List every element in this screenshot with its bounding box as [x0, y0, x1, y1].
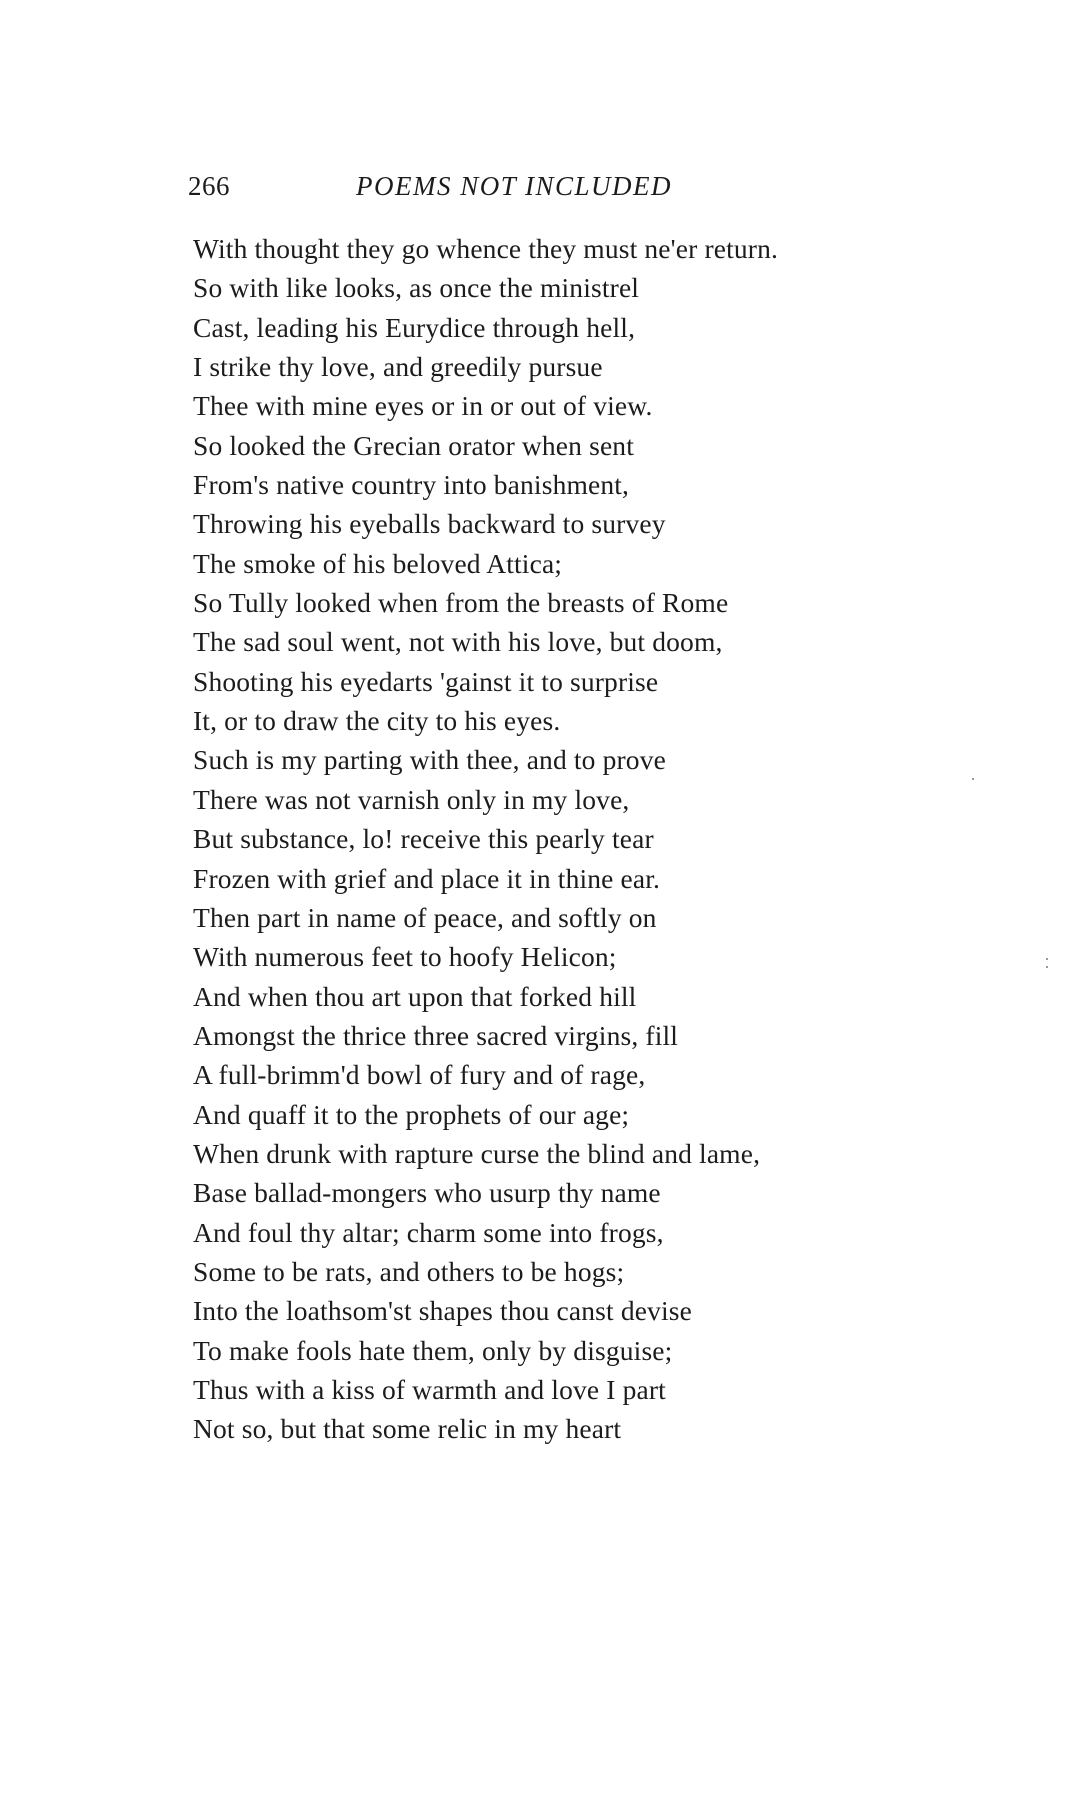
- poem-line: With numerous feet to hoofy Helicon;: [193, 941, 617, 973]
- poem-line: And when thou art upon that forked hill: [193, 980, 637, 1012]
- poem-line: From's native country into banishment,: [193, 469, 630, 501]
- poem-line: Thee with mine eyes or in or out of view.: [193, 390, 653, 422]
- poem-line: To make fools hate them, only by disguise;: [193, 1334, 673, 1366]
- poem-line: Then part in name of peace, and softly on: [193, 901, 657, 933]
- poem-line: Into the loathsom'st shapes thou canst devise: [193, 1295, 692, 1327]
- poem-line: Cast, leading his Eurydice through hell,: [193, 311, 636, 343]
- section-title: POEMS NOT INCLUDED: [356, 171, 673, 201]
- paper-speck: [1046, 966, 1048, 968]
- poem-line: So looked the Grecian orator when sent: [193, 429, 634, 461]
- poem-line: Some to be rats, and others to be hogs;: [193, 1255, 625, 1287]
- poem-line: There was not varnish only in my love,: [193, 783, 630, 815]
- poem-line: And quaff it to the prophets of our age;: [193, 1098, 630, 1130]
- poem-line: When drunk with rapture curse the blind and lame,: [193, 1137, 761, 1169]
- poem-line: Not so, but that some relic in my heart: [193, 1413, 622, 1445]
- poem-line: Thus with a kiss of warmth and love I part: [193, 1373, 666, 1405]
- running-head: [188, 166, 888, 206]
- poem-line: Frozen with grief and place it in thine ear.: [193, 862, 661, 894]
- poem-line: It, or to draw the city to his eyes.: [193, 705, 561, 737]
- poem-text: [193, 229, 953, 1449]
- poem-line: Shooting his eyedarts 'gainst it to surprise: [193, 665, 659, 697]
- poem-line: The sad soul went, not with his love, but doom,: [193, 626, 723, 658]
- page-number: 266: [188, 171, 230, 201]
- paper-speck: [1046, 958, 1048, 960]
- poem-line: Base ballad-mongers who usurp thy name: [193, 1177, 661, 1209]
- poem-line: And foul thy altar; charm some into frogs,: [193, 1216, 664, 1248]
- poem-line: So with like looks, as once the ministrel: [193, 272, 640, 304]
- poem-line: But substance, lo! receive this pearly tear: [193, 823, 654, 855]
- poem-line: Throwing his eyeballs backward to survey: [193, 508, 666, 540]
- poem-line: A full-brimm'd bowl of fury and of rage,: [193, 1059, 646, 1091]
- paper-speck: [972, 778, 974, 780]
- poem-line: Amongst the thrice three sacred virgins, fill: [193, 1019, 679, 1051]
- poem-line: Such is my parting with thee, and to prove: [193, 744, 666, 776]
- poem-line: The smoke of his beloved Attica;: [193, 547, 563, 579]
- poem-line: With thought they go whence they must ne'er return.: [193, 233, 779, 264]
- poem-line: So Tully looked when from the breasts of Rome: [193, 587, 729, 619]
- poem-line: I strike thy love, and greedily pursue: [193, 351, 603, 383]
